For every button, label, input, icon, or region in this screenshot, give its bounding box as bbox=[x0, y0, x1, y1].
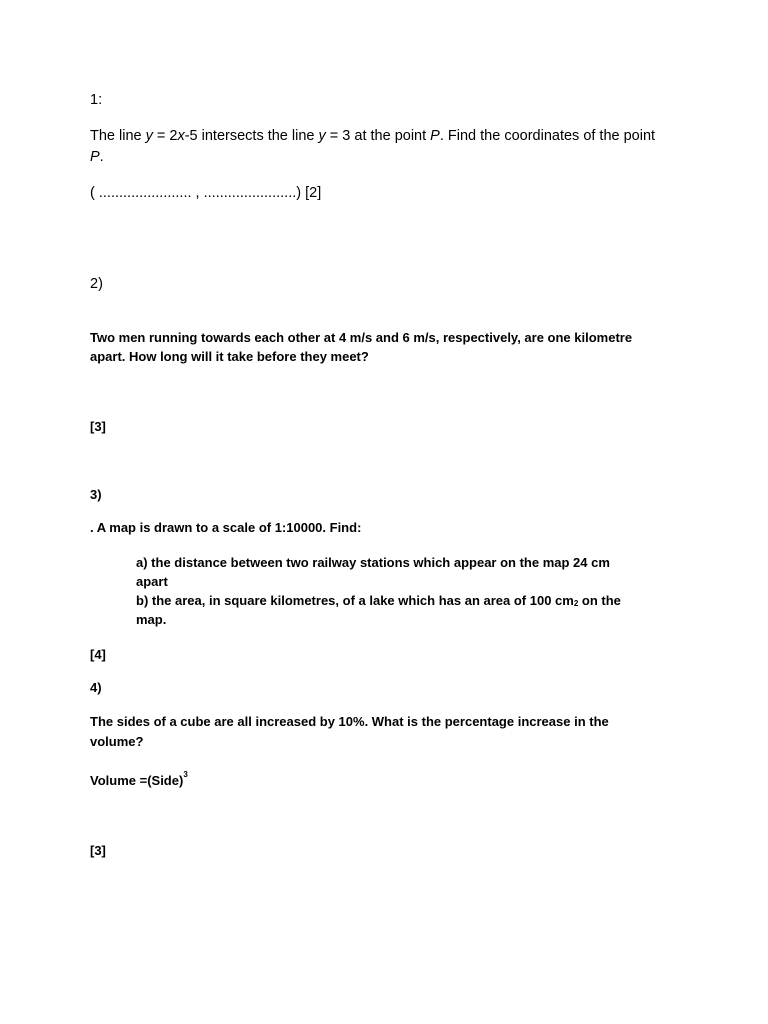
q1-stem-line2: P. bbox=[90, 149, 104, 165]
q3-part-b-line2: map. bbox=[136, 612, 167, 627]
q4-number: 4) bbox=[90, 680, 102, 695]
q4-stem-line2: volume? bbox=[90, 734, 144, 749]
q2-stem-line1: Two men running towards each other at 4 m/s and 6 m/s, respectively, are one kilometre bbox=[90, 330, 633, 345]
q3-part-a-line2: apart bbox=[136, 574, 168, 589]
q2-number: 2) bbox=[90, 276, 103, 292]
q4-stem-line1: The sides of a cube are all increased by 10%. What is the percentage increase in the bbox=[90, 714, 609, 729]
q3-stem: . A map is drawn to a scale of 1:10000. Find: bbox=[90, 520, 362, 535]
q3-marks: [4] bbox=[90, 647, 106, 662]
q4-formula: Volume =(Side)$^3$ bbox=[90, 770, 188, 788]
q4-marks: [3] bbox=[90, 843, 106, 858]
q2-marks: [3] bbox=[90, 419, 106, 434]
q1-answer-line: ( ....................... , .......................) [2] bbox=[90, 185, 322, 201]
q3-number: 3) bbox=[90, 487, 102, 502]
q3-part-a-line1: a) the distance between two railway stations which appear on the map 24 cm bbox=[136, 555, 610, 570]
q2-stem-line2: apart. How long will it take before they meet? bbox=[90, 349, 369, 364]
q1-stem-line1: The line y = 2x-5 intersects the line y = 3 at the point P. Find the coordinates of the point bbox=[90, 128, 656, 144]
q1-number: 1: bbox=[90, 92, 103, 108]
q3-part-b-line1: b) the area, in square kilometres, of a lake which has an area of 100 $cm_2$ on the bbox=[136, 593, 621, 608]
